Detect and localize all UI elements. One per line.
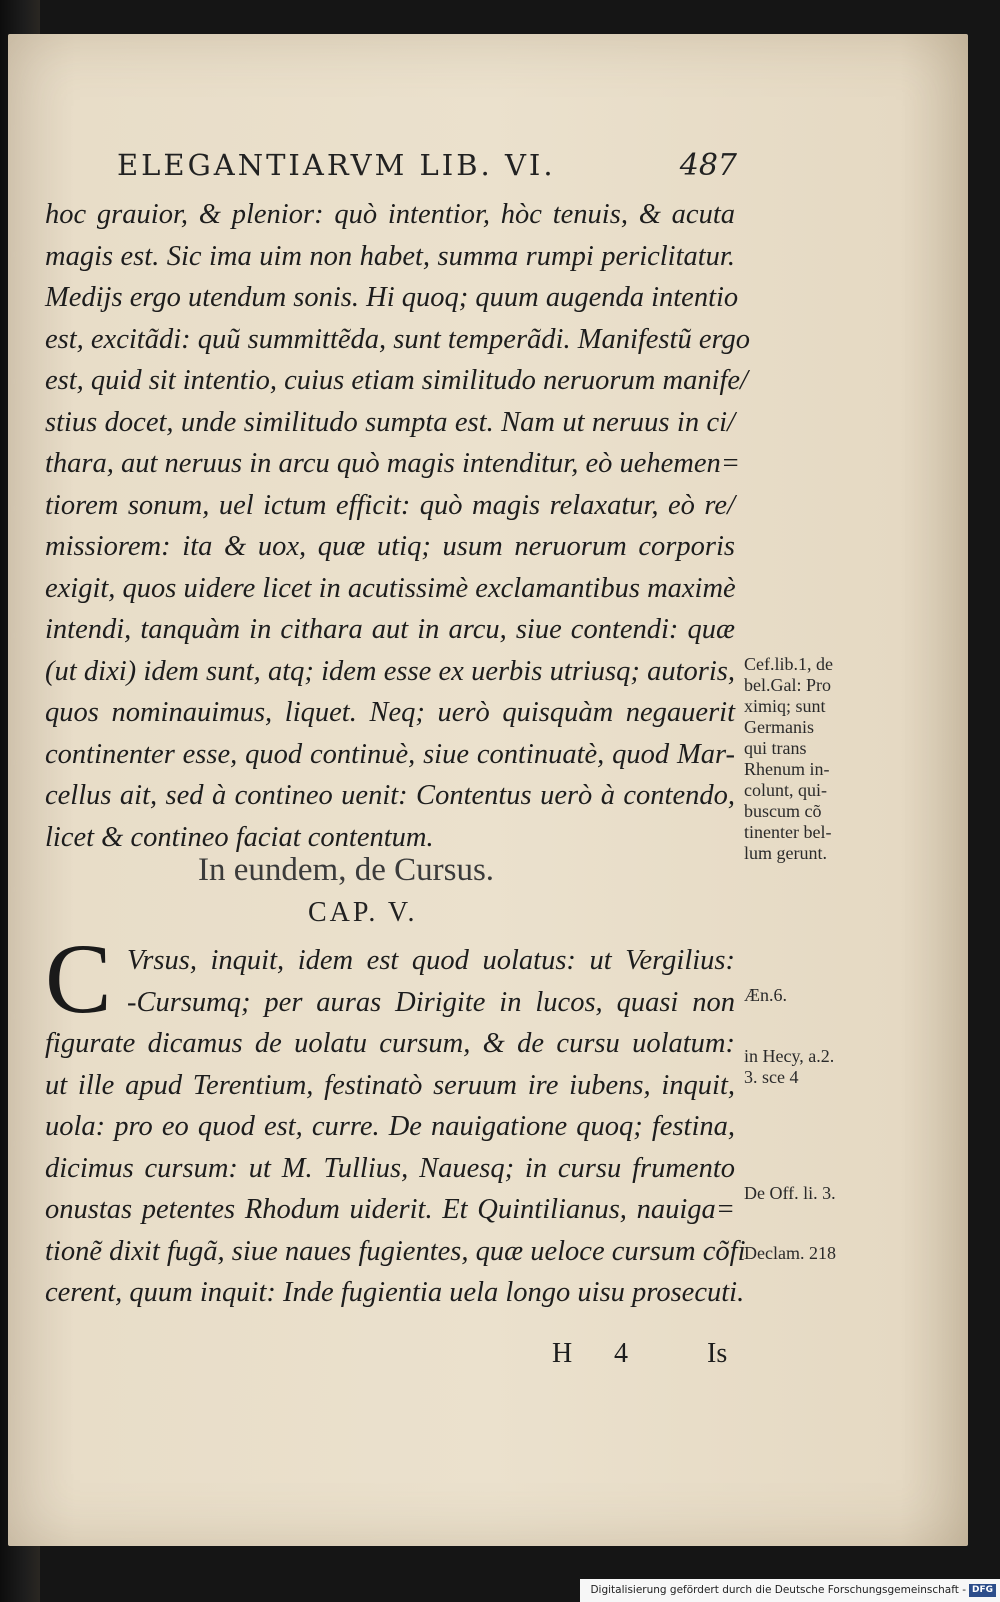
- margin-note-caesar: [744, 654, 869, 864]
- margin-note-line: qui trans: [744, 738, 807, 758]
- text-line: est, excitãdi: quũ summittẽda, sunt temperãdi. Manifestũ ergo: [45, 323, 750, 355]
- margin-note-aeneid: Æn.6.: [744, 985, 788, 1005]
- digitization-footer: [580, 1579, 1000, 1602]
- main-paragraph: [45, 194, 750, 858]
- margin-note-line: in Hecy, a.2.: [744, 1046, 835, 1066]
- dfg-logo: DFG: [969, 1584, 996, 1597]
- page-header: [117, 148, 737, 188]
- margin-note-line: bel.Gal: Pro: [744, 675, 831, 695]
- text-line: stius docet, unde similitudo sumpta est. Nam ut neruus in ci/: [45, 406, 735, 438]
- signature-mark: H: [552, 1338, 573, 1369]
- text-line: continenter esse, quod continuè, siue continuatè, quod Mar-: [45, 738, 735, 770]
- section-heading: In eundem, de Cursus.: [198, 852, 495, 888]
- margin-note-line: ximiq; sunt: [744, 696, 826, 716]
- text-line: quos nominauimus, liquet. Neq; uerò quisquàm negauerit: [45, 697, 735, 728]
- margin-note-line: buscum cõ: [744, 801, 822, 821]
- text-line: ut ille apud Terentium, festinatò seruum ire iubens, inquit,: [45, 1069, 735, 1101]
- margin-note-line: lum gerunt.: [744, 843, 827, 863]
- text-line: licet & contineo faciat contentum.: [45, 821, 434, 853]
- text-line: (ut dixi) idem sunt, atq; idem esse ex uerbis utriusq; autoris,: [45, 655, 735, 687]
- footer-text: Digitalisierung gefördert durch die Deutsche Forschungsgemeinschaft -: [590, 1584, 966, 1596]
- text-line: est, quid sit intentio, cuius etiam similitudo neruorum manife/: [45, 365, 748, 396]
- text-line: magis est. Sic ima uim non habet, summa rumpi periclitatur.: [45, 240, 735, 272]
- running-title: ELEGANTIARVM LIB. VI.: [117, 148, 556, 182]
- text-line: intendi, tanquàm in cithara aut in arcu, siue contendi: quæ: [45, 614, 735, 645]
- margin-note-terence: [744, 1046, 869, 1088]
- chapter-heading: CAP. V.: [308, 897, 418, 928]
- text-line: hoc grauior, & plenior: quò intentior, hòc tenuis, & acuta: [45, 199, 735, 230]
- margin-note-line: Rhenum in-: [744, 759, 830, 779]
- margin-note-line: colunt, qui-: [744, 780, 827, 800]
- margin-note-line: 3. sce 4: [744, 1067, 799, 1087]
- text-line: tiorem sonum, uel ictum efficit: quò magis relaxatur, eò re/: [45, 489, 735, 521]
- margin-note-quintilian: Declam. 218: [744, 1243, 836, 1263]
- margin-note-cicero: De Off. li. 3.: [744, 1183, 836, 1203]
- text-line: figurate dicamus de uolatu cursum, & de cursu uolatum:: [45, 1028, 735, 1059]
- text-line: missiorem: ita & uox, quæ utiq; usum neruorum corporis: [45, 531, 735, 562]
- text-line: Vrsus, inquit, idem est quod uolatus: ut Vergilius:: [127, 945, 735, 976]
- text-line: onustas petentes Rhodum uiderit. Et Quintilianus, nauiga=: [45, 1194, 735, 1225]
- drop-cap-initial: C: [45, 923, 112, 1034]
- margin-note-line: Germanis: [744, 717, 814, 737]
- text-line: cellus ait, sed à contineo uenit: Contentus uerò à contendo,: [45, 780, 735, 811]
- signature-number: 4: [614, 1338, 628, 1369]
- text-line: Medijs ergo utendum sonis. Hi quoq; quum augenda intentio: [45, 282, 739, 313]
- text-line: dicimus cursum: ut M. Tullius, Nauesq; in cursu frumento: [45, 1152, 735, 1184]
- text-line: -Cursumq; per auras Dirigite in lucos, quasi non: [127, 986, 735, 1018]
- text-line: thara, aut neruus in arcu quò magis intenditur, eò uehemen=: [45, 448, 740, 479]
- text-line: cerent, quum inquit: Inde fugientia uela longo uisu prosecuti.: [45, 1277, 745, 1308]
- text-line: tionẽ dixit fugã, siue naues fugientes, quæ ueloce cursum cõfi: [45, 1235, 746, 1267]
- margin-note-line: tinenter bel-: [744, 822, 832, 842]
- page-number: 487: [679, 148, 737, 183]
- chapter-paragraph: [45, 923, 746, 1314]
- catchword: Is: [707, 1338, 728, 1369]
- margin-note-line: Cef.lib.1, de: [744, 654, 833, 674]
- text-line: uola: pro eo quod est, curre. De nauigatione quoq; festina,: [45, 1111, 735, 1142]
- text-line: exigit, quos uidere licet in acutissimè exclamantibus maximè: [45, 572, 736, 604]
